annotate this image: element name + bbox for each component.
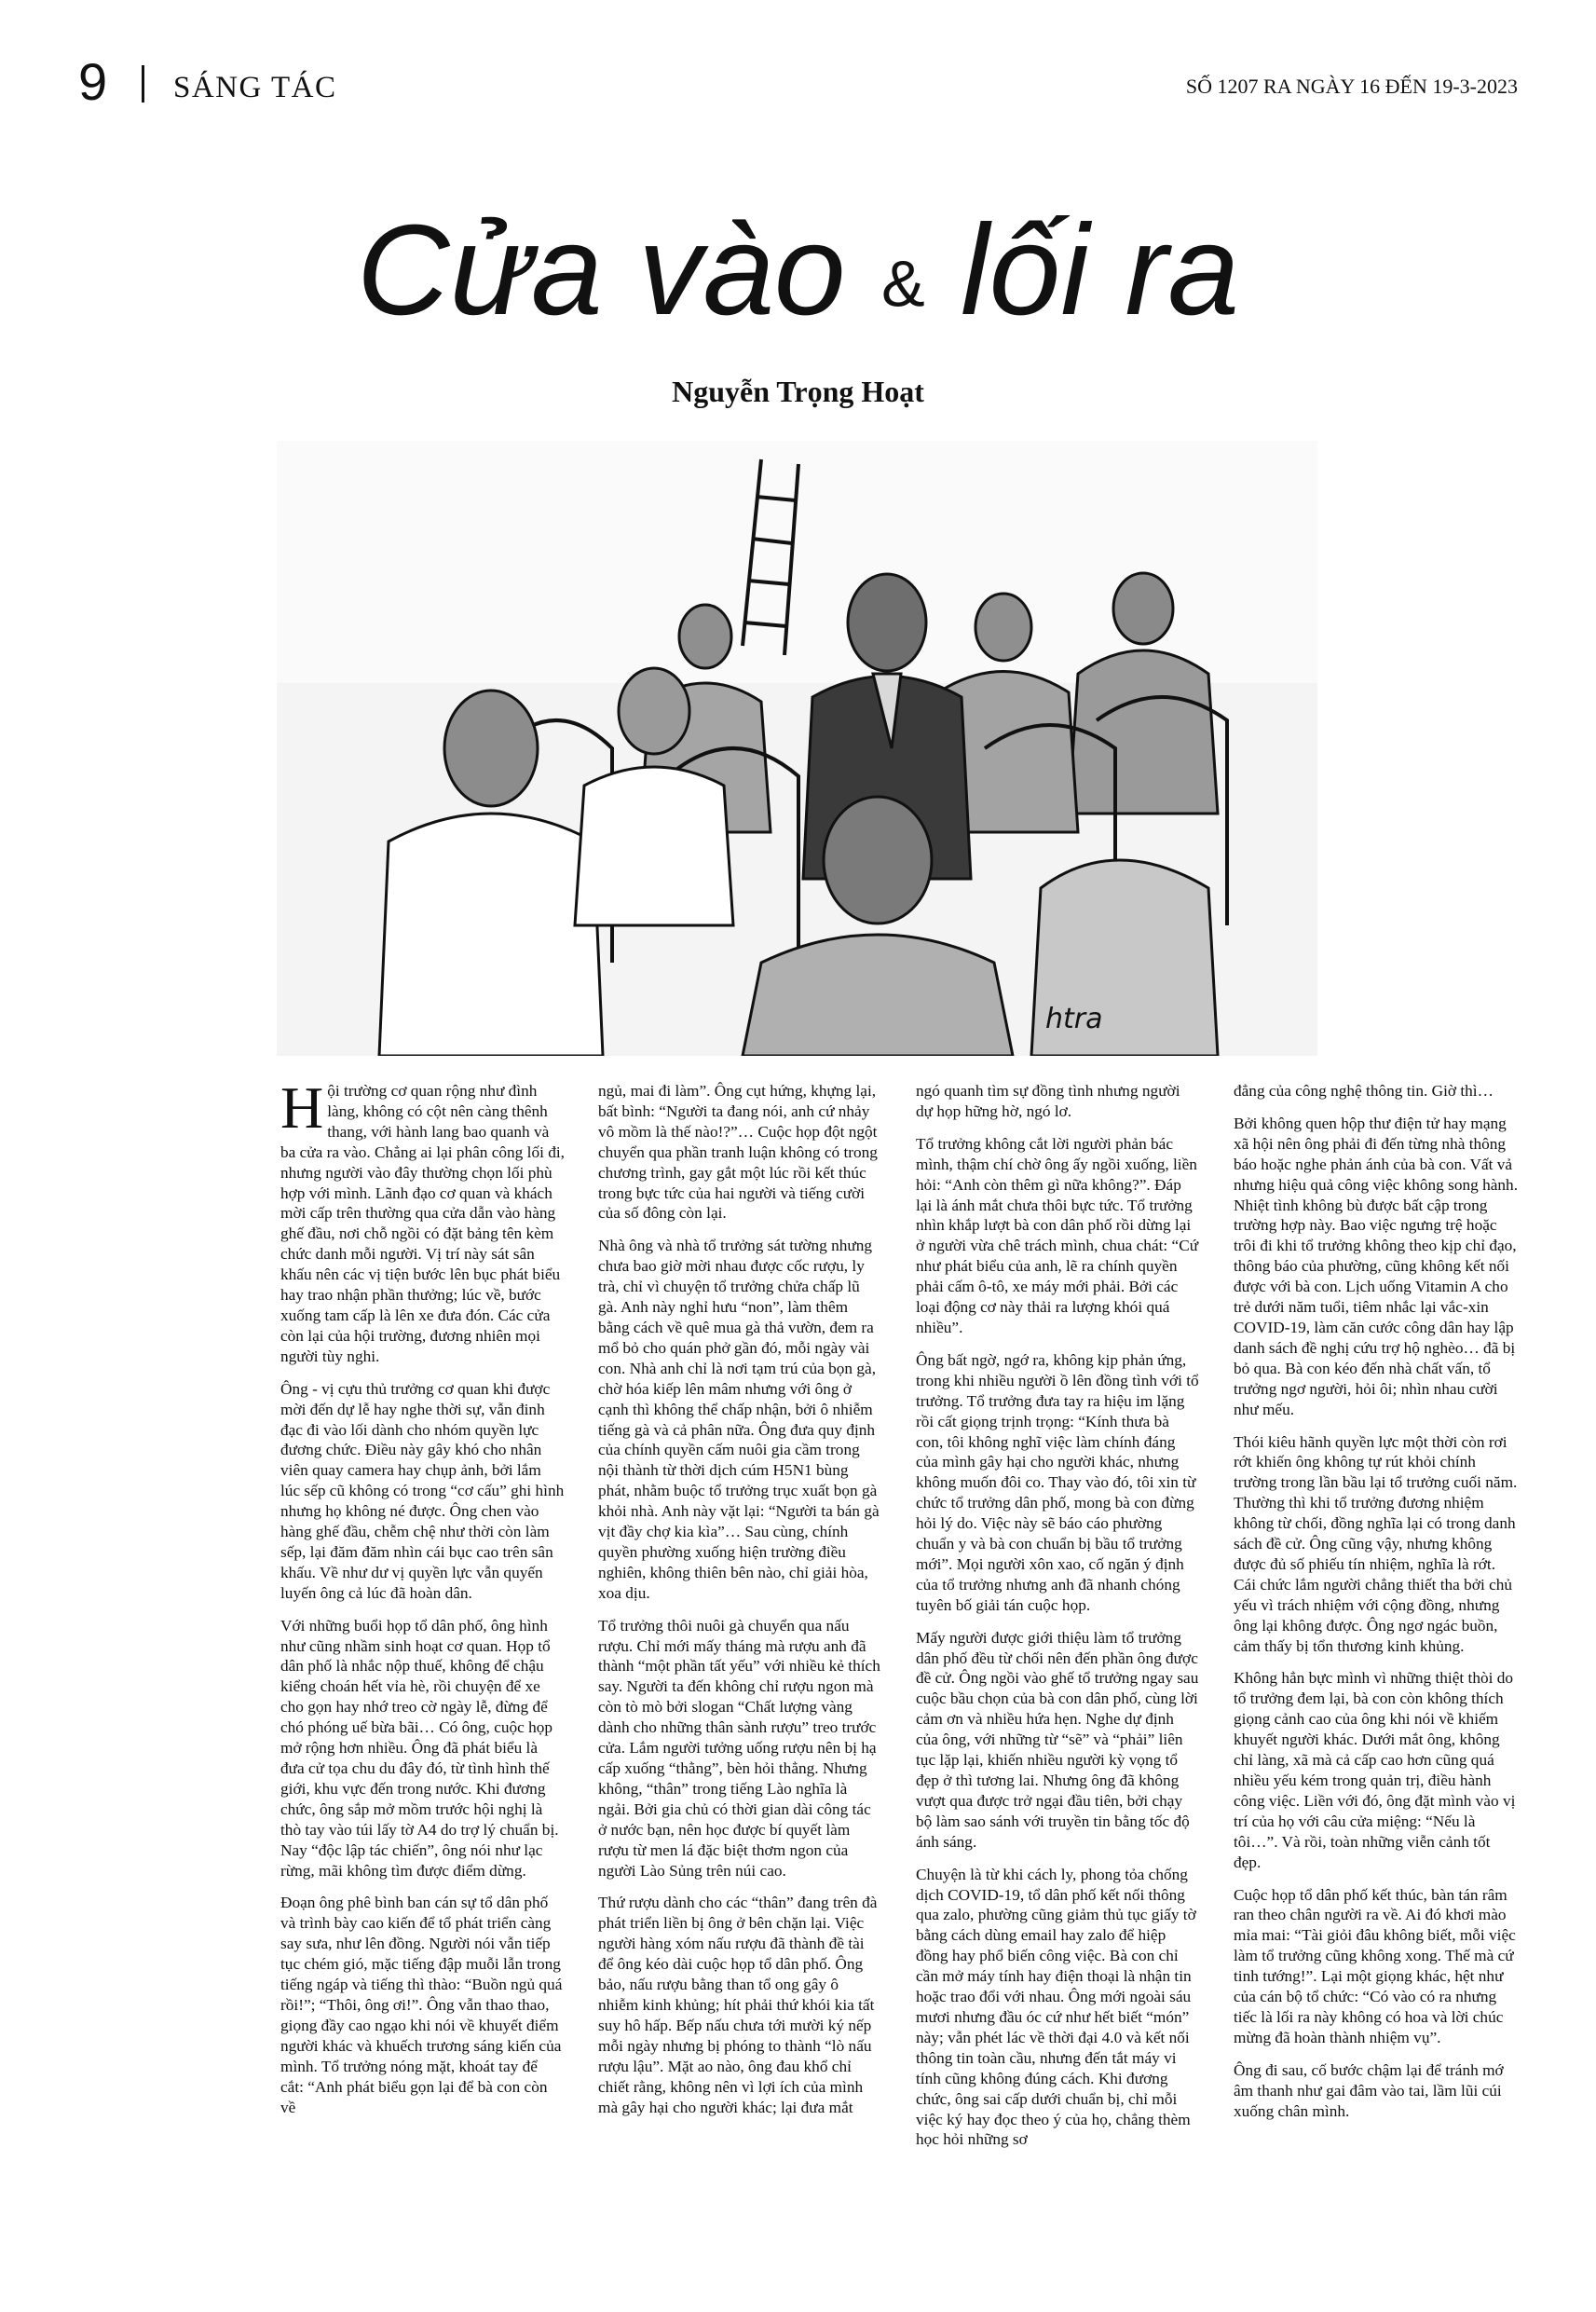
column-3-paragraph-5: Chuyện là từ khi cách ly, phong tỏa chống dịch COVID-19, tổ dân phố kết nối thông qua zalo, phường cũng giảm thủ tục giấy tờ bằng cách dùng email hay zalo để hiệp đồng hay phổ biến công việc. Bà con chỉ cần mở máy tính hay điện thoại là nhận tin hoặc trao đổi với nhau. Ông mới ngoài sáu mươi nhưng đầu óc cứ như hết biết “món” này; vẫn phét lác về thời đại 4.0 và kết nối thông tin toàn cầu, nhưng đến tắt máy vi tính cũng không đúng cách. Khi đương chức, ông sai cấp dưới chuẩn bị, chỉ mỗi việc ký hay đọc theo ý của họ, chẳng thèm học hỏi những sơ bbox=[916, 1865, 1196, 2149]
column-3-paragraph-2: Tổ trưởng không cắt lời người phản bác mình, thậm chí chờ ông ấy ngồi xuống, liền hỏi: “Anh còn thêm gì nữa không?”. Đáp lại là ánh mắt chưa thôi bực tức. Tổ trưởng nhìn khắp lượt bà con dân phố rồi dừng lại ở người vừa chê trách mình, chua chát: “Cứ như phát biểu của anh, lẽ ra chính quyền phải cấm ô-tô, xe máy mới phải. Bởi các loại động cơ này thải ra lượng khói quá nhiều”. bbox=[916, 1134, 1199, 1336]
column-3-paragraph-1: ngó quanh tìm sự đồng tình nhưng người dự họp hững hờ, ngó lơ. bbox=[916, 1082, 1180, 1120]
column-2-paragraph-1: ngủ, mai đi làm”. Ông cụt hứng, khựng lại, bất bình: “Người ta đang nói, anh cứ nhảy vô mồm là thế nào!?”… Cuộc họp đột ngột chuyển qua phần tranh luận không có trong chương trình, gay gắt một lúc rồi kết thúc trong bực tức của hai người và tiếng cười của số đông còn lại. bbox=[598, 1082, 878, 1223]
column-1-paragraph-4: Đoạn ông phê bình ban cán sự tổ dân phố và trình bày cao kiến để tổ phát triển càng say sưa, như lên đồng. Người nói vẫn tiếp tục chém gió, mặc tiếng đập muỗi lẫn trong tiếng ngáp và tiếng thì thào: “Buồn ngủ quá rồi!”; “Thôi, ông ơi!”. Ông vẫn thao thao, giọng đầy cao ngạo khi nói về khuyết điểm người khác và khuếch trương sáng kiến của mình. Tổ trưởng nóng mặt, khoát tay để cắt: “Anh phát biểu gọn lại để bà con còn về bbox=[280, 1894, 563, 2116]
title-ampersand: & bbox=[880, 247, 925, 321]
article-title bbox=[0, 186, 1596, 368]
column-3-paragraph-3: Ông bất ngờ, ngớ ra, không kịp phản ứng, trong khi nhiều người ồ lên đồng tình với tổ trưởng. Tổ trưởng đưa tay ra hiệu im lặng rồi cất giọng trịnh trọng: “Kính thưa bà con, tôi không nghĩ việc làm chính đáng của mình gây hại cho người khác, nhưng không muốn đôi co. Thay vào đó, tôi xin từ chức tổ trưởng dân phố, mong bà con đừng hỏi lý do. Việc này sẽ báo cáo phường chuẩn y và bà con chuẩn bị bầu tổ trưởng mới”. Mọi người xôn xao, cố ngăn ý định của tổ trưởng nhưng anh đã nhanh chóng tuyên bố giải tán cuộc họp. bbox=[916, 1350, 1199, 1614]
article-author: Nguyễn Trọng Hoạt bbox=[672, 375, 924, 408]
header-divider bbox=[142, 65, 144, 103]
column-1-paragraph-2: Ông - vị cựu thủ trưởng cơ quan khi được mời đến dự lễ hay nghe thời sự, vẫn đinh đạc đi vào lối dành cho nhóm quyền lực đương chức. Điều này gây khó cho nhân viên quay camera hay chụp ảnh, bởi lắm lúc sếp cũ không có trong “cơ cấu” ghi hình nhưng họ không né được. Ông chen vào hàng ghế đầu, chễm chệ như thời còn làm sếp, lại đăm đăm nhìn cái bục cao trên sân khấu. Về như dư vị quyền lực vẫn quyến luyến ông cả lúc đã hoàn dân. bbox=[280, 1379, 565, 1602]
column-2-paragraph-3: Tổ trưởng thôi nuôi gà chuyển qua nấu rượu. Chỉ mới mấy tháng mà rượu anh đã thành “một phần tất yếu” với nhiều kẻ thích say. Người ta đến không chỉ rượu ngon mà còn tò mò bởi slogan “Chất lượng vàng dành cho những thân sành rượu” treo trước cửa. Lắm người tưởng uống rượu nên bị hạ cấp xuống “thằng”, bèn hỏi thẳng. Nhưng không, “thân” trong tiếng Lào nghĩa là ngải. Bởi gia chủ có thời gian dài công tác ở nước bạn, nên học được bí quyết làm rượu từ men lá đặc biệt thơm ngon của người Lào Sủng trên núi cao. bbox=[598, 1616, 880, 1880]
article-column-3 bbox=[916, 1081, 1200, 2162]
article-column-2 bbox=[598, 1081, 882, 2129]
article-illustration bbox=[277, 441, 1317, 1056]
column-2-paragraph-4: Thứ rượu dành cho các “thân” đang trên đà phát triển liền bị ông ở bên chặn lại. Việc người hàng xóm nấu rượu đã thành đề tài để ông kéo dài cuộc họp tổ dân phố. Ông bảo, nấu rượu bằng than tổ ong gây ô nhiễm kinh khủng; hít phải thứ khói kia tất suy hô hấp. Bếp nấu chưa tới mười ký nếp mỗi ngày nhưng bị phóng to thành “lò nấu rượu lậu”. Mặt ao nào, ông đau khổ chỉ chiết rằng, không nên vì lợi ích của mình mà gây hại cho người khác; lại đưa mắt bbox=[598, 1894, 878, 2116]
column-2-paragraph-2: Nhà ông và nhà tổ trưởng sát tường nhưng chưa bao giờ mời nhau được cốc rượu, ly trà, chỉ vì chuyện tổ trưởng chửa chấp lũ gà. Anh này nghỉ hưu “non”, làm thêm bằng cách về quê mua gà thả vườn, đem ra mổ bỏ cho quán phở gần đó, mỗi ngày vài con. Nhà anh chỉ là nơi tạm trú của bọn gà, chờ hóa kiếp lên mâm nhưng với ông ở cạnh thì không thể chấp nhận, bởi ô nhiễm tiếng gà và cả phân nữa. Ông đưa quy định của chính quyền cấm nuôi gia cầm trong nội thành từ thời dịch cúm H5N1 bùng phát, nhằm buộc tổ trưởng trục xuất bọn gà khỏi nhà. Anh này vặt lại: “Người ta bán gà vịt đầy chợ kia kìa”… Sau cùng, chính quyền phường xuống hiện trường điều nghiên, không thiên bên nào, chỉ giải hòa, xoa dịu. bbox=[598, 1237, 880, 1602]
column-4-paragraph-6: Ông đi sau, cố bước chậm lại để tránh mớ âm thanh như gai đâm vào tai, lầm lũi cúi xuống chân mình. bbox=[1234, 2060, 1504, 2120]
column-3-paragraph-4: Mấy người được giới thiệu làm tổ trưởng dân phố đều từ chối nên đến phần ông được đề cử. Ông ngồi vào ghế tổ trưởng ngay sau cuộc bầu chọn của bà con dân phố, cùng lời cảm ơn và nhiều hứa hẹn. Nghe dự định của ông, với những từ “sẽ” và “phải” liên tục lặp lại, khiến nhiều người kỳ vọng tổ đẹp ở thì tương lai. Nhưng ông đã không vượt qua được trở ngại đầu tiên, bởi chạy bộ làm sao sánh với truyền tin bằng tốc độ ánh sáng. bbox=[916, 1628, 1199, 1851]
title-part-1: Cửa vào bbox=[356, 198, 846, 342]
column-4-paragraph-4: Không hẳn bực mình vì những thiệt thòi do tổ trưởng đem lại, bà con còn không thích giọng cảnh cao của ông khi nói về khiếm khuyết người khác. Dưới mắt ông, không chỉ làng, xã mà cả cấp cao hơn cũng quá nhiều yếu kém trong quản trị, điều hành công việc. Liền với đó, ông đặt mình vào vị trí của họ với câu cửa miệng: “Nếu là tôi…”. Và rồi, toàn những viễn cảnh tốt đẹp. bbox=[1234, 1669, 1516, 1871]
page-header bbox=[78, 54, 1518, 110]
article-column-1 bbox=[280, 1074, 565, 2129]
column-1-paragraph-3: Với những buổi họp tổ dân phố, ông hình như cũng nhầm sinh hoạt cơ quan. Họp tổ dân phố là nhắc nộp thuế, không để chậu kiểng choán hết vỉa hè, rồi chuyện để xe cho gọn hay nhớ treo cờ ngày lễ, đừng để chó phóng uế bừa bãi… Có ông, cuộc họp mở rộng hơn nhiều. Ông đã phát biểu là đưa cử tọa chu du đây đó, từ tình hình thế giới, khu vực đến trong nước. Khi đương chức, ông sắp mở mồm trước hội nghị là thò tay vào túi lấy tờ A4 do trợ lý chuẩn bị. Nay “độc lập tác chiến”, ông nói như lạc rừng, mãi không tìm được điểm dừng. bbox=[280, 1616, 559, 1880]
page-number: 9 bbox=[78, 52, 108, 111]
drop-cap: H bbox=[280, 1074, 324, 1141]
artist-signature: htra bbox=[1045, 1003, 1103, 1035]
column-1-paragraph-1: Hội trường cơ quan rộng như đình làng, không có cột nên càng thênh thang, với hành lang bao quanh và ba cửa ra vào. Chẳng ai lại phân công lối đi, nhưng người vào đây thường chọn lối phù hợp với mình. Lãnh đạo cơ quan và khách mời cấp trên thường qua cửa dẫn vào hàng ghế đầu, nơi chỗ ngồi có đặt bảng tên kèm chức danh mỗi người. Vị trí này sát sân khấu nên các vị tiện bước lên bục phát biểu hay trao nhận phần thưởng; lúc về, bước xuống tam cấp là lên xe đưa đón. Các cửa còn lại của hội trường, đương nhiên mọi người tùy nghi. bbox=[280, 1074, 565, 1365]
issue-info: SỐ 1207 RA NGÀY 16 ĐẾN 19-3-2023 bbox=[1185, 75, 1518, 98]
title-part-2: lối ra bbox=[960, 198, 1240, 342]
column-4-paragraph-5: Cuộc họp tổ dân phố kết thúc, bàn tán râm ran theo chân người ra về. Ai đó khơi mào mỉa mai: “Tài giỏi đâu không biết, mỗi việc làm tổ trưởng cũng không xong. Thế mà cứ tinh tướng!”. Lại một giọng khác, hệt như của cán bộ tổ chức: “Có vào có ra nhưng tiếc là lối ra này không có hoa và lời chúc mừng đã hoàn thành nhiệm vụ”. bbox=[1234, 1885, 1516, 2046]
article-column-4 bbox=[1234, 1081, 1518, 2134]
section-label: SÁNG TÁC bbox=[173, 71, 337, 104]
meeting-scene-drawing bbox=[277, 441, 1317, 1056]
column-4-paragraph-2: Bởi không quen hộp thư điện tử hay mạng xã hội nên ông phải đi đến từng nhà thông báo hoặc nghe phản ánh của bà con. Vất vả nhưng hiệu quả công việc không song hành. Nhiệt tình không bù được bất cập trong trường hợp này. Bao việc ngưng trệ hoặc trôi đi khi tổ trưởng không theo kịp chỉ đạo, thông báo của phường, cũng không kết nối được với bà con. Lịch uống Vitamin A cho trẻ dưới năm tuổi, tiêm nhắc lại vắc-xin COVID-19, làm căn cước công dân hay lập danh sách đề nghị cứu trợ hộ nghèo… đã bị bỏ qua. Bà con kéo đến nhà chất vấn, tổ trưởng ngơ người, hỏi ôi; nhìn nhau cười như mếu. bbox=[1234, 1114, 1519, 1418]
column-4-paragraph-3: Thói kiêu hãnh quyền lực một thời còn rơi rớt khiến ông không tự rút khỏi chính trường trong lần bầu lại tổ trưởng cuối năm. Thường thì khi tổ trưởng đương nhiệm không từ chối, đồng nghĩa lại có trong danh sách đề cử. Ông cũng vậy, nhưng không được đủ số phiếu tín nhiệm, nghĩa là rớt. Cái chức lắm người chẳng thiết tha bởi chủ yếu vì trách nhiệm với cộng đồng, nhưng ông lại không được. Ông ngơ ngác buồn, cảm thấy bị tổn thương kinh khủng. bbox=[1234, 1432, 1518, 1655]
column-4-paragraph-1: đẳng của công nghệ thông tin. Giờ thì… bbox=[1234, 1082, 1494, 1100]
